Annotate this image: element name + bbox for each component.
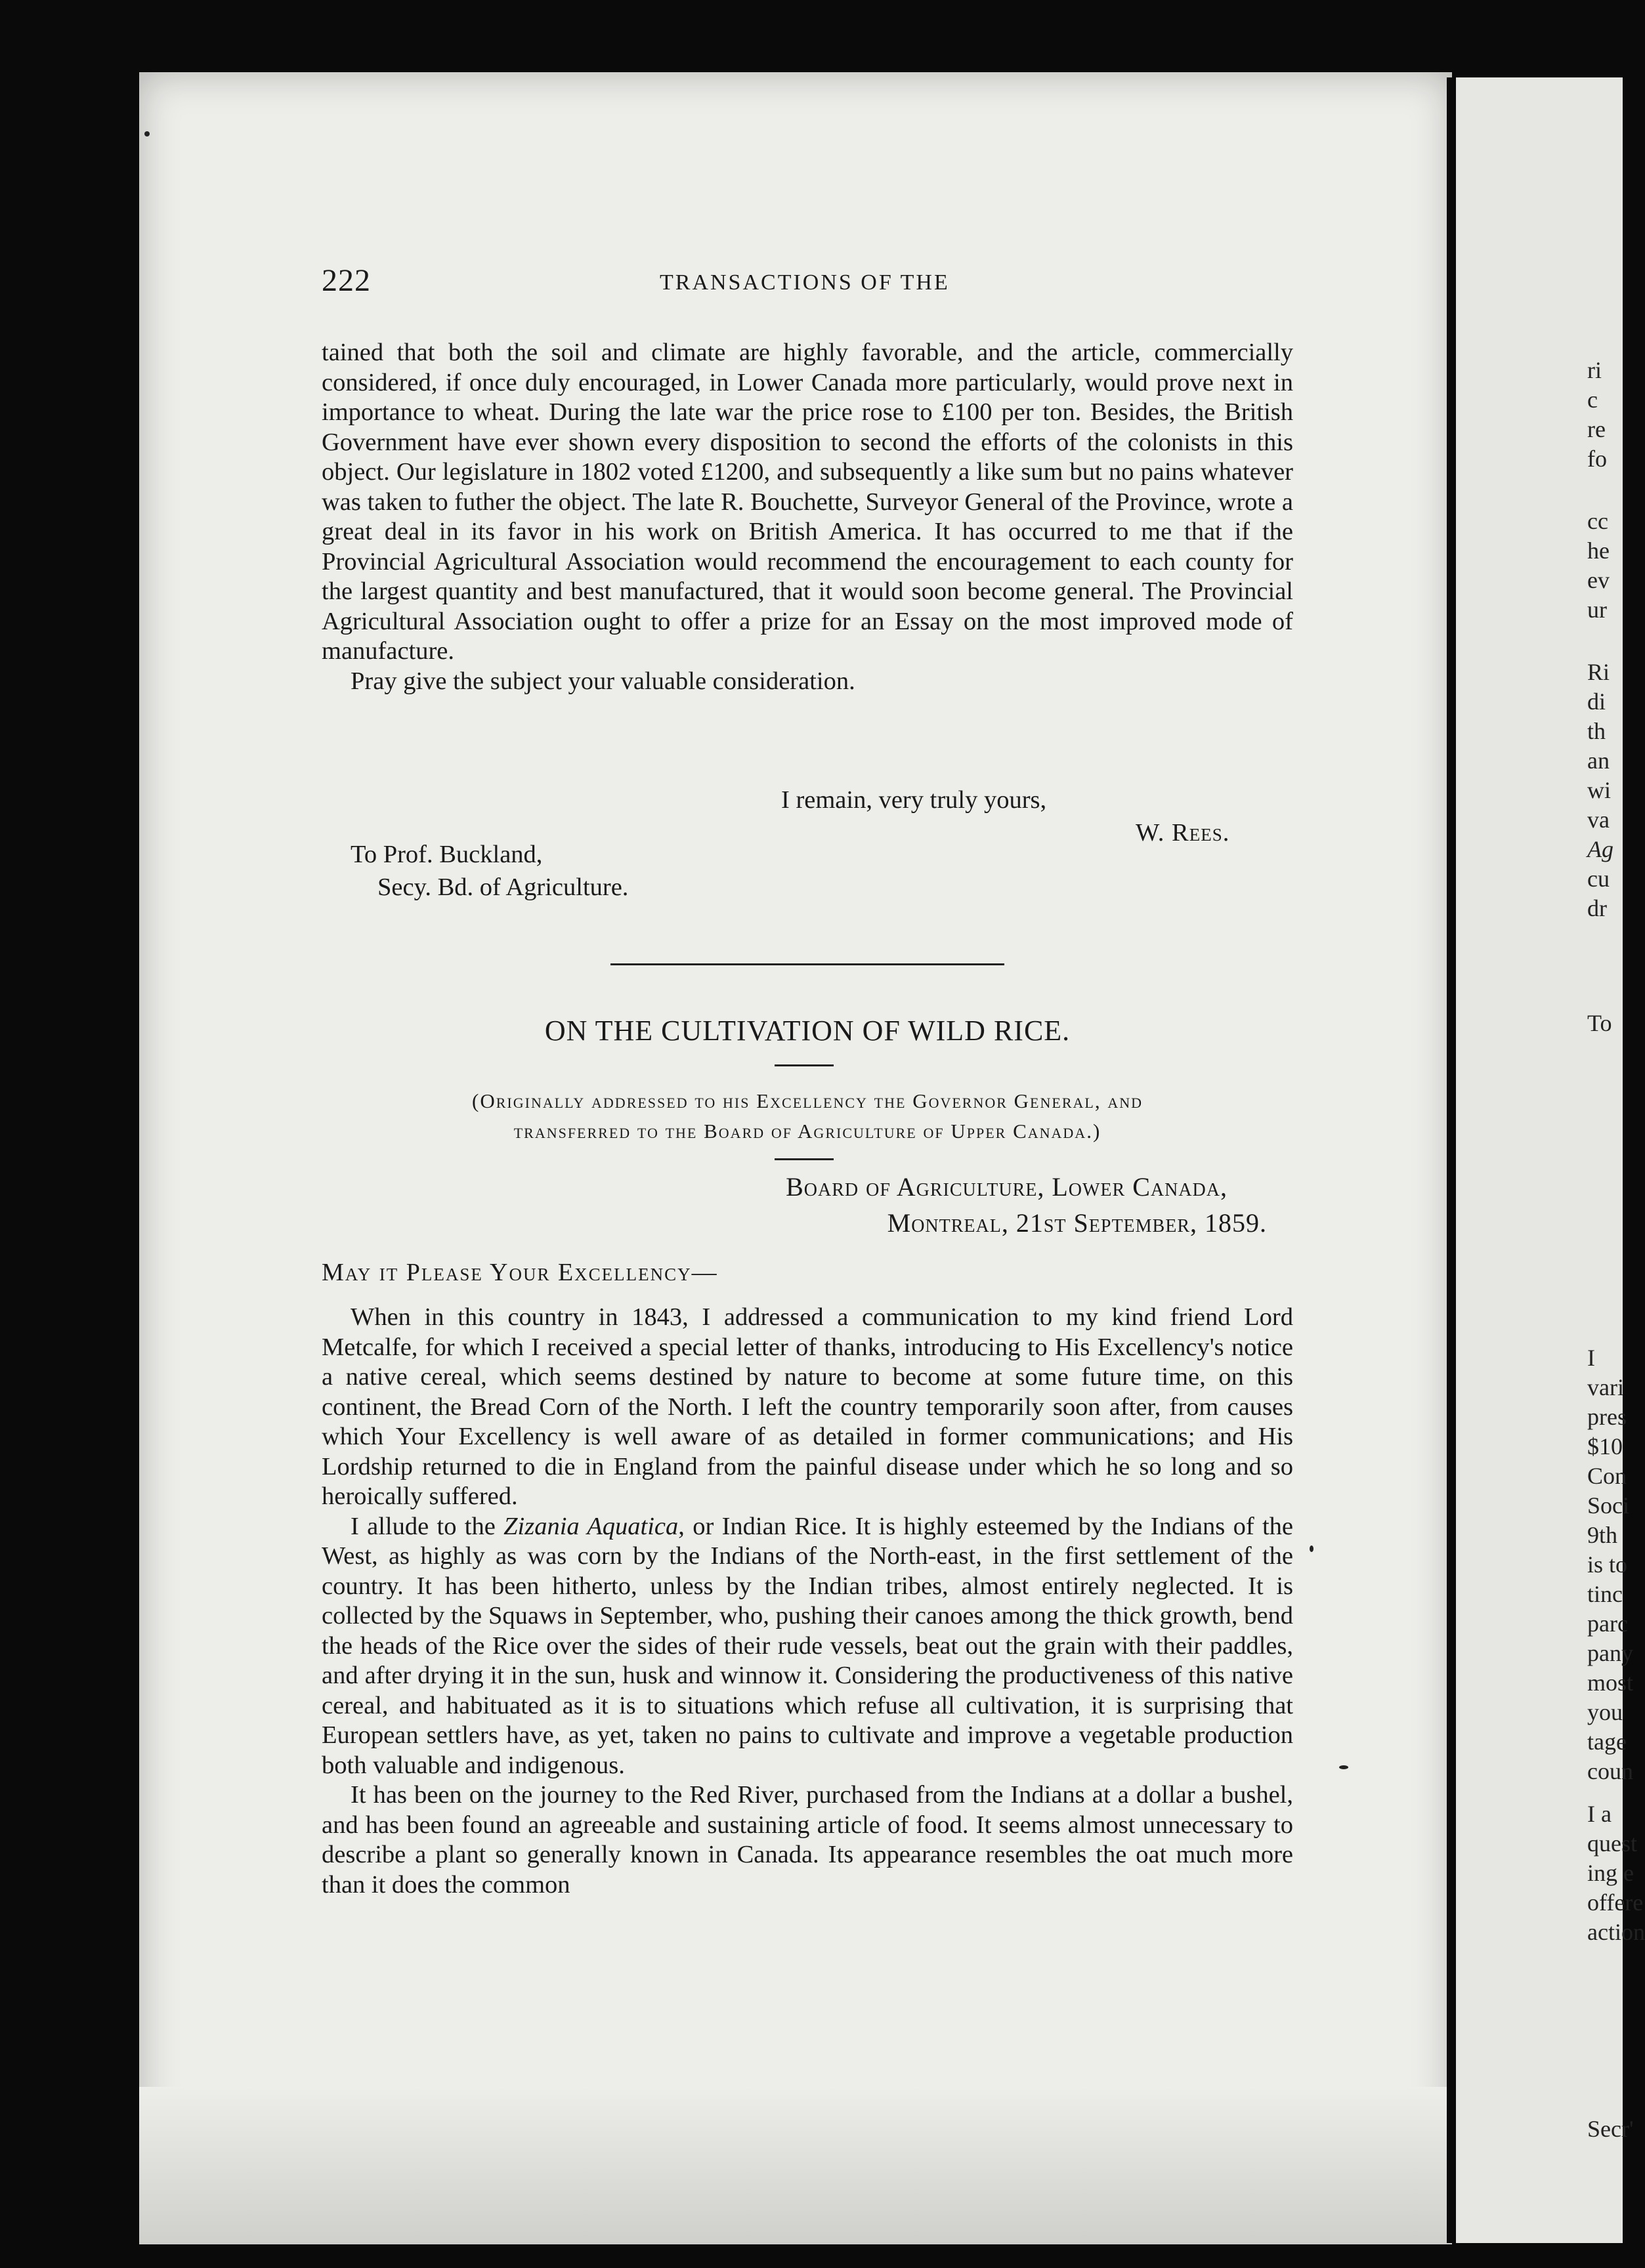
fragment: offere xyxy=(1587,1889,1644,1916)
fragment: th xyxy=(1587,718,1606,744)
fragment: Soci xyxy=(1587,1492,1630,1519)
article-subtitle xyxy=(322,1086,1293,1146)
title-rule xyxy=(775,1064,834,1066)
page-bottom-shadow xyxy=(139,2087,1452,2244)
running-title: TRANSACTIONS OF THE xyxy=(660,270,950,295)
fragment: an xyxy=(1587,747,1610,774)
fragment: most xyxy=(1587,1670,1634,1696)
fragment: va xyxy=(1587,807,1610,833)
letter-closing: I remain, very truly yours, xyxy=(781,786,1047,814)
fragment: ev xyxy=(1587,567,1610,593)
letter-paragraph xyxy=(322,338,1293,696)
fragment: cu xyxy=(1587,866,1610,892)
species-name: Zizania Aquatica xyxy=(503,1512,679,1540)
fragment: To xyxy=(1587,1010,1612,1036)
fragment: coun xyxy=(1587,1758,1633,1784)
fragment: you xyxy=(1587,1699,1623,1725)
page-number: 222 xyxy=(322,263,371,298)
dateline-place xyxy=(887,1208,1267,1238)
section-divider xyxy=(610,963,1004,965)
adjacent-page xyxy=(1456,77,1645,2243)
scan-speck xyxy=(1339,1765,1348,1769)
fragment: tage xyxy=(1587,1729,1627,1755)
fragment: wi xyxy=(1587,777,1611,803)
fragment: pany xyxy=(1587,1640,1633,1666)
running-head xyxy=(322,262,1293,302)
page-gutter xyxy=(1447,77,1455,2243)
fragment: is to xyxy=(1587,1551,1628,1578)
letter-signature: W. Rees. xyxy=(1136,819,1230,847)
recipient-line1 xyxy=(351,839,876,870)
dateline-board: Board of Agriculture, Lower Canada, xyxy=(786,1172,1228,1202)
fragment: $10 xyxy=(1587,1433,1623,1460)
fragment: Con xyxy=(1587,1463,1627,1489)
fragment: ri xyxy=(1587,357,1602,383)
fragment: I xyxy=(1587,1345,1595,1371)
article-paragraph-3: It has been on the journey to the Red River, purchased from the Indians at a dollar a bushel, and has been found an agreeable and sustaining article of food. It seems almost unnecessary to describe a plant so generally known in Canada. Its appearance resembles the oat much more than it does the common xyxy=(322,1781,1293,1899)
fragment: tinc xyxy=(1587,1581,1623,1607)
fragment: vari xyxy=(1587,1374,1624,1400)
fragment: Ag xyxy=(1587,836,1613,862)
article-paragraph-1: When in this country in 1843, I addressed a communication to my kind friend Lord Metcalfe, for which I received a special letter of thanks, introducing to His Excellency's notice a native cereal, which seems destined by nature to become at some future time, on this continent, the Bread Corn of the North. I left the country temporarily soon after, from causes which Your Excellency is well aware of as detailed in former communications; and His Lordship returned to die in England from the painful disease under which he so long and so heroically suffered. xyxy=(322,1303,1293,1510)
letter-text: tained that both the soil and climate are highly favorable, and the article, commercially considered, if once duly encouraged, in Lower Canada more particularly, would prove next in importance to wheat. During the late war the price rose to £100 per ton. Besides, the British Government have ever shown every disposition to second the efforts of the colonists in this object. Our legislature in 1802 voted £1200, and subsequently a like sum but no pains whatever was taken to futher the object. The late R. Bouchette, Surveyor General of the Province, wrote a great deal in its favor in his work on British America. It has occurred to me that if the Provincial Agricultural Association would recommend the encouragement to each county for the largest quantity and best manufactured, that it would soon become general. The Provincial Agricultural Association ought to offer a prize for an Essay on the most improved mode of manufacture. xyxy=(322,339,1293,665)
fragment: action xyxy=(1587,1919,1645,1945)
paragraph2-start: I allude to the xyxy=(351,1512,504,1540)
dateline-date: Montreal, 21st September, 1859. xyxy=(887,1208,1267,1238)
subtitle-line1: (Originally addressed to his Excellency the Governor General, and xyxy=(472,1089,1143,1112)
fragment: cc xyxy=(1587,508,1608,534)
fragment: he xyxy=(1587,537,1610,564)
fragment: dr xyxy=(1587,895,1607,921)
fragment: parc xyxy=(1587,1610,1628,1637)
letter-request: Pray give the subject your valuable consideration. xyxy=(351,667,855,695)
paragraph2-rest: , or Indian Rice. It is highly esteemed by the Indians of the West, as highly as was corn by the Indians of the North-east, in the first settlement of the country. It has been hitherto, unless by the Indian tribes, almost entirely neglected. It is collected by the Squaws in September, who, pushing their canoes among the thick growth, bend the heads of the Rice over the sides of their rude vessels, beat out the grain with their paddles, and after drying it in the sun, husk and winnow it. Considering the productiveness of this native cereal, and habituated as it is to situations which refuse all cultivation, it is surprising that European settlers have, as yet, taken no pains to cultivate and improve a vegetable production both valuable and indigenous. xyxy=(322,1512,1293,1779)
fragment: quest xyxy=(1587,1830,1637,1857)
fragment: re xyxy=(1587,416,1606,442)
fragment: ing e xyxy=(1587,1860,1634,1886)
subtitle-rule xyxy=(775,1158,834,1160)
fragment: 9th xyxy=(1587,1522,1618,1548)
article-paragraph-2 xyxy=(322,1512,1293,1781)
fragment: c xyxy=(1587,387,1598,413)
fragment: pres xyxy=(1587,1404,1627,1430)
article-title: ON THE CULTIVATION OF WILD RICE. xyxy=(544,1015,1071,1047)
fragment: Secr' xyxy=(1587,2116,1634,2142)
fragment: di xyxy=(1587,688,1606,715)
dateline-block xyxy=(322,1171,1267,1250)
fragment: fo xyxy=(1587,446,1607,472)
fragment: I a xyxy=(1587,1801,1612,1827)
salutation: May it Please Your Excellency— xyxy=(322,1259,718,1286)
article-body xyxy=(322,1303,1293,1900)
subtitle-line2: transferred to the Board of Agriculture of Upper Canada.) xyxy=(513,1120,1101,1143)
recipient-line2: Secy. Bd. of Agriculture. xyxy=(377,873,629,901)
fragment: ur xyxy=(1587,597,1607,623)
fragment: Ri xyxy=(1587,659,1610,685)
recipient-name: To Prof. Buckland, xyxy=(351,841,543,868)
scan-speck xyxy=(144,131,150,136)
scan-speck xyxy=(1310,1545,1314,1552)
